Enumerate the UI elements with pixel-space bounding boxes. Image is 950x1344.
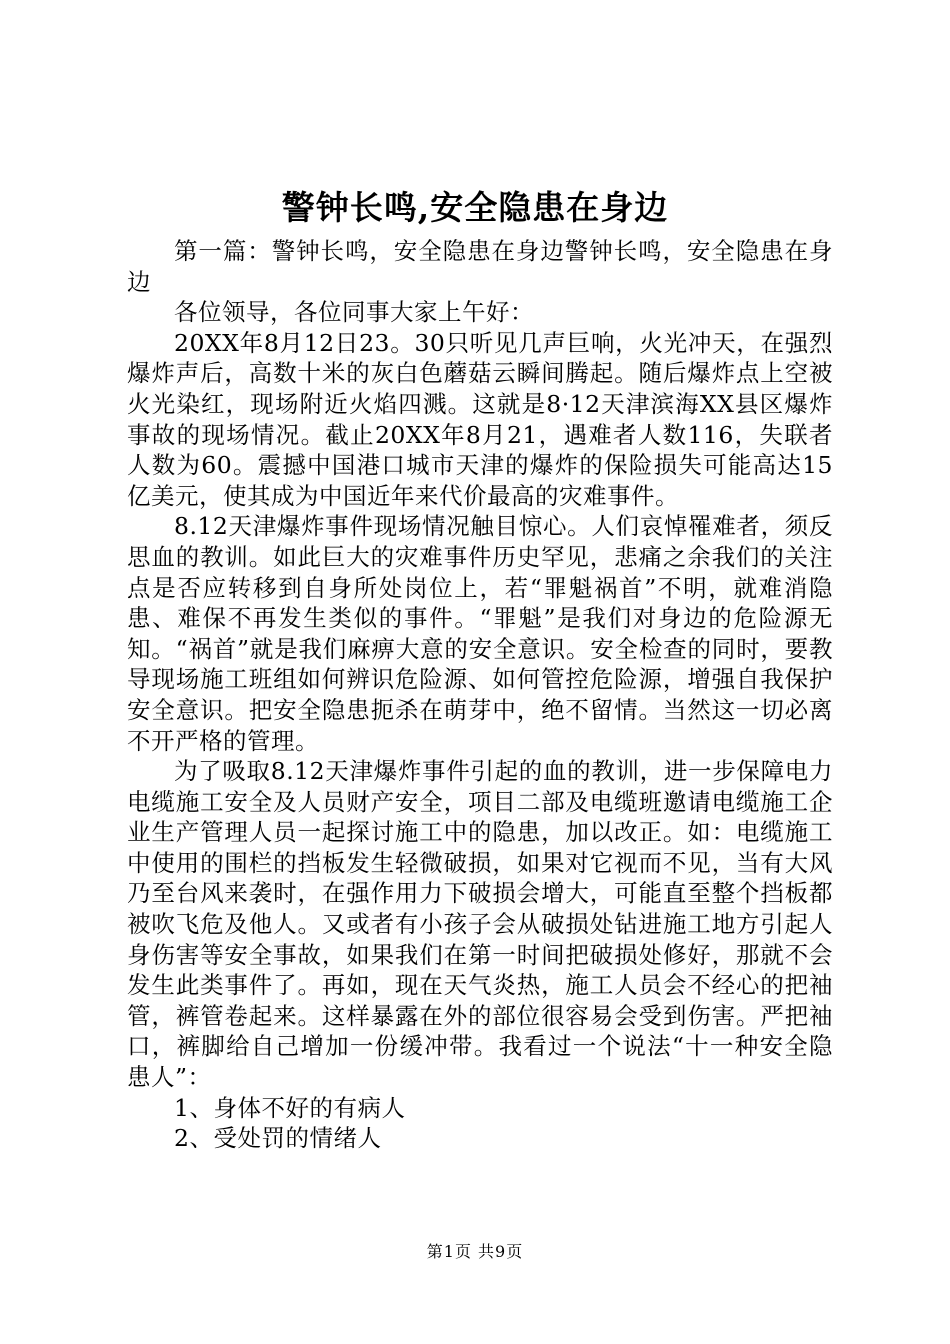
document-body [127,236,833,1154]
document-title: 警钟长鸣,安全隐患在身边 [281,188,669,227]
page-footer: 第1页 共9页 [426,1242,524,1261]
paragraph: 为了吸取8.12天津爆炸事件引起的血的教训，进一步保障电力电缆施工安全及人员财产安全，项目二部及电缆班邀请电缆施工企业生产管理人员一起探讨施工中的隐患，加以改正。如：电缆施工中使用的围栏的挡板发生轻微破损，如果对它视而不见，当有大风乃至台风来袭时，在强作用力下破损会增大，可能直至整个挡板都被吹飞危及他人。又或者有小孩子会从破损处钻进施工地方引起人身伤害等安全事故，如果我们在第一时间把破损处修好，那就不会发生此类事件了。再如，现在天气炎热，施工人员会不经心的把袖管，裤管卷起来。这样暴露在外的部位很容易会受到伤害。严把袖口，裤脚给自己增加一份缓冲带。我看过一个说法“十一种安全隐患人”： [127,757,833,1092]
paragraph: 20XX年8月12日23。30只听见几声巨响，火光冲天，在强烈爆炸声后，高数十米的灰白色蘑菇云瞬间腾起。随后爆炸点上空被火光染红，现场附近火焰四溅。这就是8·12天津滨海XX县区爆炸事故的现场情况。截止20XX年8月21，遇难者人数116，失联者人数为60。震撼中国港口城市天津的爆炸的保险损失可能高达15亿美元，使其成为中国近年来代价最高的灾难事件。 [127,328,833,510]
list-item: 2、受处罚的情绪人 [174,1124,382,1153]
paragraph: 第一篇：警钟长鸣，安全隐患在身边警钟长鸣，安全隐患在身边 [127,237,833,296]
paragraph: 各位领导，各位同事大家上午好： [174,298,534,327]
list-item: 1、身体不好的有病人 [174,1093,406,1122]
paragraph: 8.12天津爆炸事件现场情况触目惊心。人们哀悼罹难者，须反思血的教训。如此巨大的灾难事件历史罕见，悲痛之余我们的关注点是否应转移到自身所处岗位上，若“罪魁祸首”不明，就难消隐患、难保不再发生类似的事件。“罪魁”是我们对身边的危险源无知。“祸首”就是我们麻痹大意的安全意识。安全检查的同时，要教导现场施工班组如何辨识危险源、如何管控危险源，增强自我保护安全意识。把安全隐患扼杀在萌芽中，绝不留情。当然这一切必离不开严格的管理。 [127,512,833,755]
